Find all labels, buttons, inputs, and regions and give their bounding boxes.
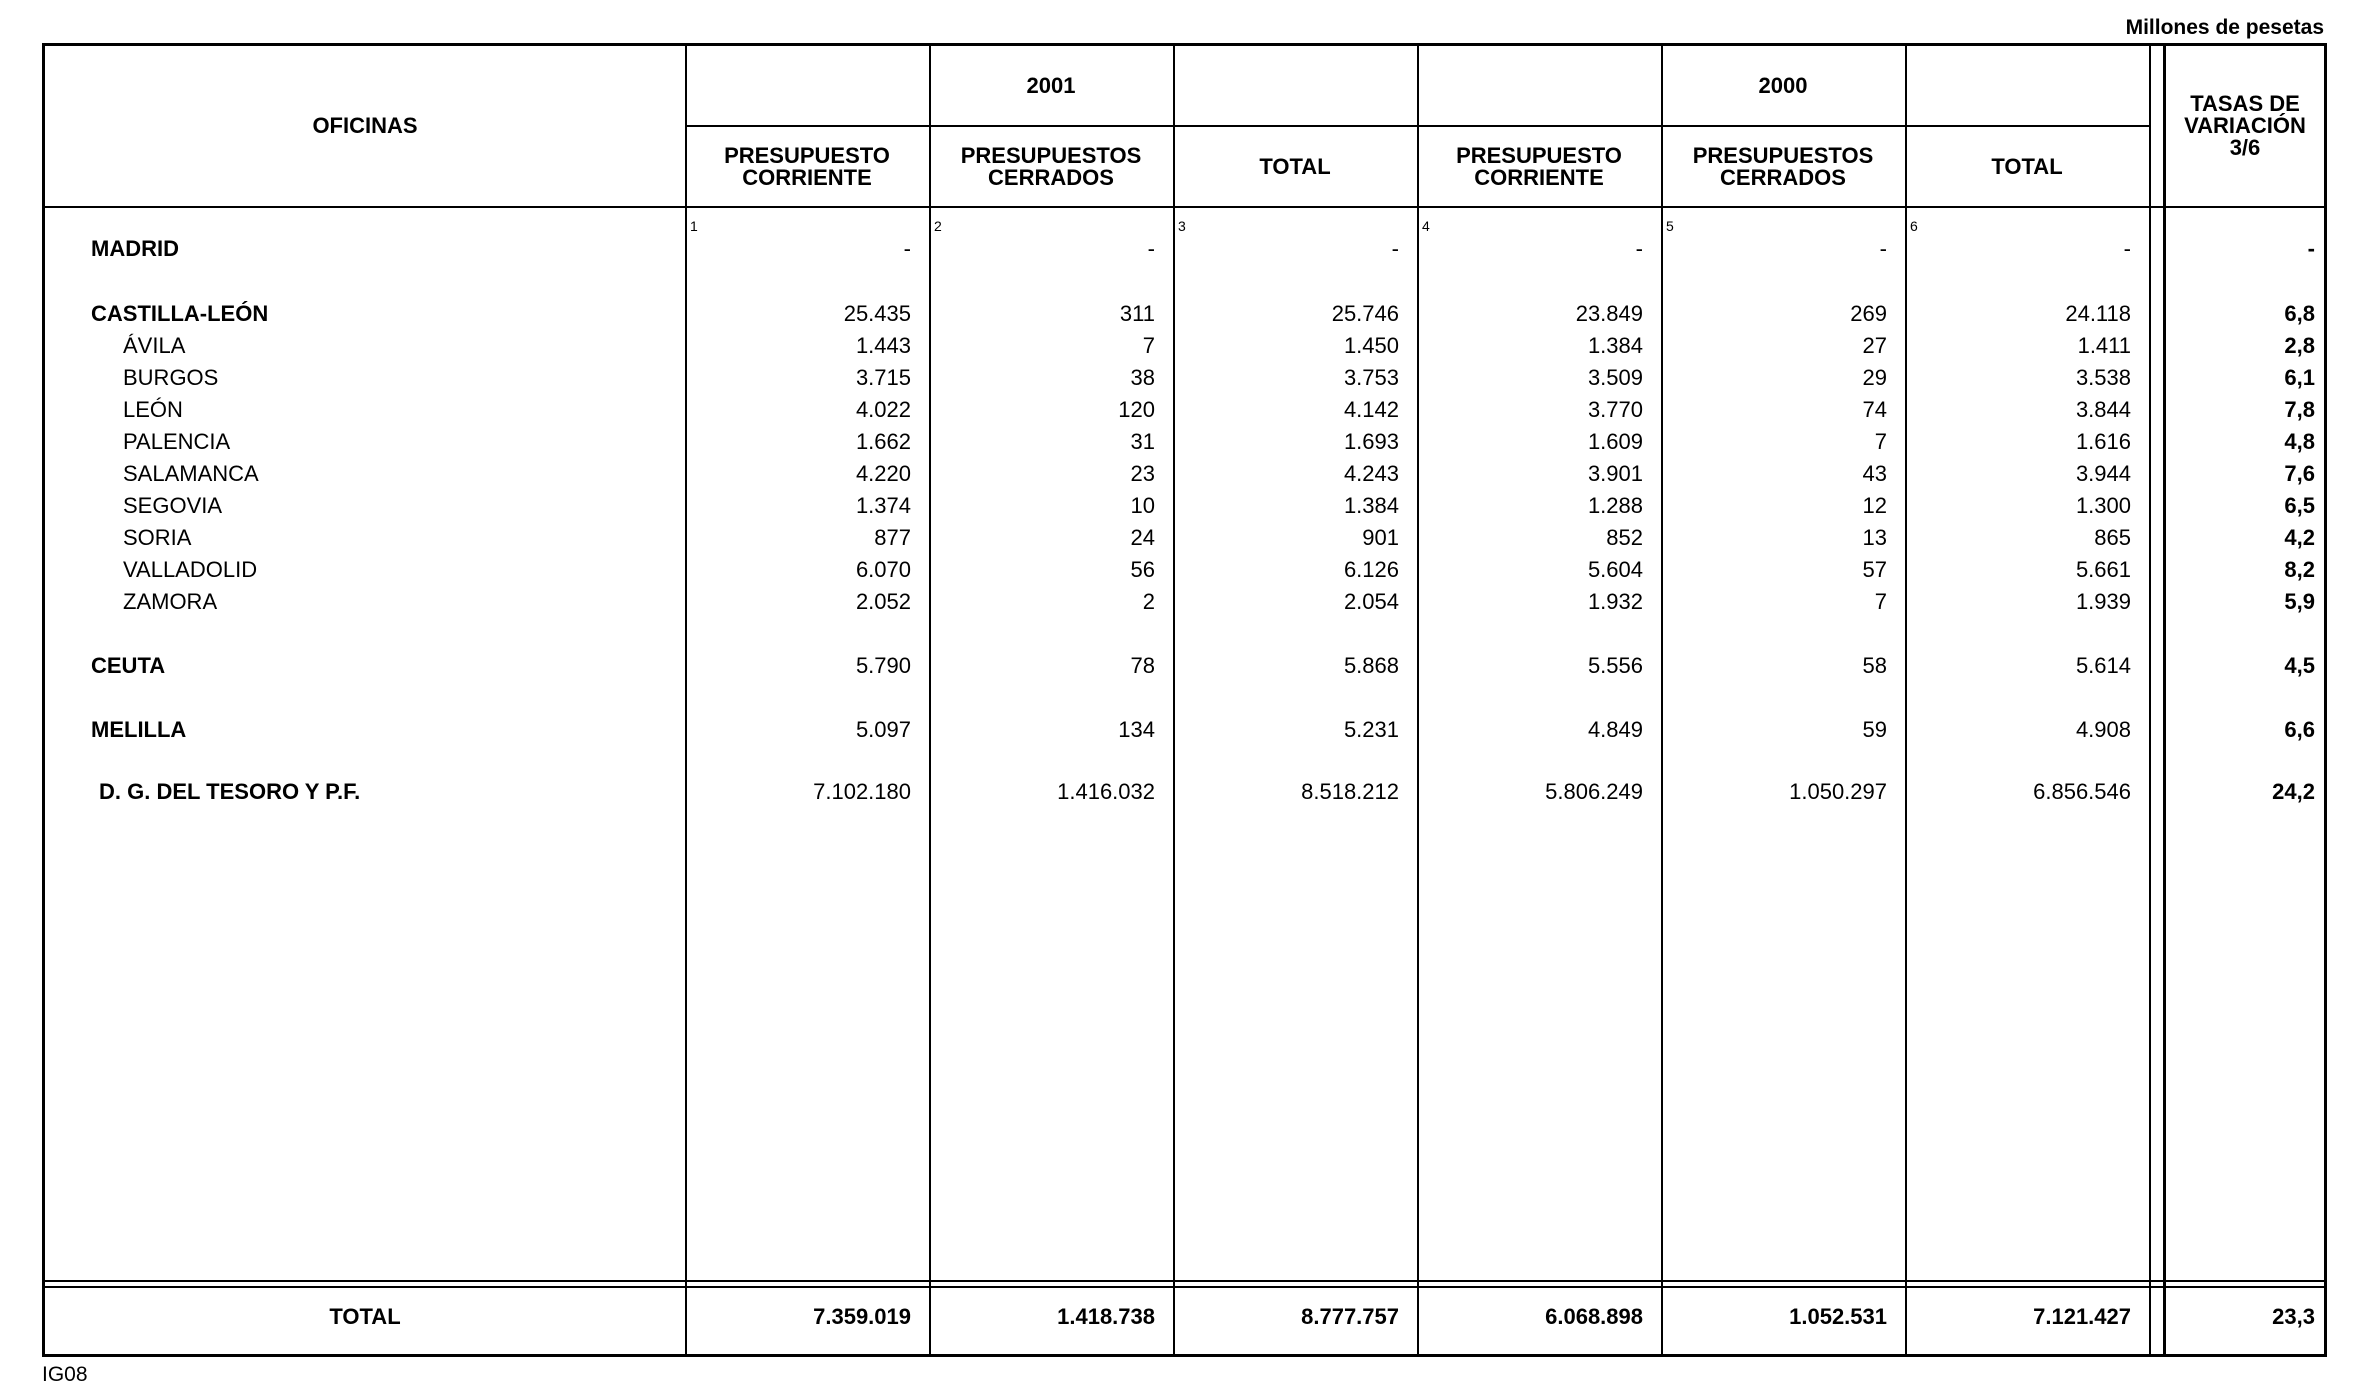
header-col-6: TOTAL — [1991, 153, 2063, 179]
row-label: VALLADOLID — [123, 557, 258, 582]
table-row — [45, 429, 2324, 459]
value-cell: 865 — [2094, 525, 2131, 550]
value-cell: 7 — [1874, 429, 1887, 454]
row-label: SALAMANCA — [123, 461, 259, 486]
value-cell: 1.050.297 — [1789, 779, 1887, 804]
value-cell: 5.556 — [1587, 653, 1643, 678]
value-cell: - — [2123, 236, 2131, 261]
table-row — [45, 236, 2324, 266]
value-cell: 4.243 — [1343, 461, 1399, 486]
row-label: ÁVILA — [123, 333, 186, 358]
value-cell: - — [1879, 236, 1887, 261]
total-cell: 1.418.738 — [1057, 1304, 1155, 1329]
rate-cell: 4,5 — [2284, 653, 2315, 678]
value-cell: 7 — [1874, 589, 1887, 614]
rate-cell: 6,5 — [2284, 493, 2315, 518]
value-cell: 1.374 — [855, 493, 911, 518]
col-number: 2 — [934, 218, 942, 234]
value-cell: 1.411 — [2077, 333, 2131, 358]
value-cell: 3.901 — [1587, 461, 1643, 486]
value-cell: 5.614 — [2075, 653, 2131, 678]
value-cell: 1.616 — [2075, 429, 2131, 454]
rate-cell: 7,8 — [2284, 397, 2315, 422]
rate-cell: 6,6 — [2284, 717, 2315, 742]
table-row — [45, 589, 2324, 619]
rate-cell: 8,2 — [2284, 557, 2315, 582]
header-year-2000: 2000 — [1758, 72, 1808, 98]
table-row — [45, 301, 2324, 331]
value-cell: 134 — [1118, 717, 1155, 742]
value-cell: 4.022 — [855, 397, 911, 422]
col-number: 5 — [1666, 218, 1674, 234]
value-cell: 1.450 — [1343, 333, 1399, 358]
header-bottom-line — [45, 206, 2324, 208]
page-code: IG08 — [42, 1363, 88, 1386]
col-number: 3 — [1178, 218, 1186, 234]
rate-cell: 4,2 — [2284, 525, 2315, 550]
rate-cell: - — [2307, 236, 2315, 261]
total-cell: 8.777.757 — [1301, 1304, 1399, 1329]
value-cell: 56 — [1130, 557, 1155, 582]
value-cell: 5.097 — [855, 717, 911, 742]
value-cell: 3.753 — [1343, 365, 1399, 390]
table-row — [45, 333, 2324, 363]
value-cell: 43 — [1862, 461, 1887, 486]
value-cell: 311 — [1119, 301, 1155, 326]
budget-table — [42, 43, 2327, 1357]
value-cell: 3.944 — [2075, 461, 2131, 486]
header-oficinas: OFICINAS — [312, 113, 418, 138]
value-cell: 1.300 — [2075, 493, 2131, 518]
value-cell: 7 — [1142, 333, 1155, 358]
value-cell: 59 — [1862, 717, 1887, 742]
header-col-2: PRESUPUESTOS CERRADOS — [960, 142, 1142, 190]
rate-cell: 2,8 — [2284, 333, 2315, 358]
value-cell: 1.693 — [1343, 429, 1399, 454]
value-cell: 1.662 — [855, 429, 911, 454]
value-cell: 1.443 — [855, 333, 911, 358]
value-cell: 3.715 — [855, 365, 911, 390]
value-cell: - — [1147, 236, 1155, 261]
table-row — [45, 557, 2324, 587]
value-cell: 3.844 — [2075, 397, 2131, 422]
value-cell: 3.509 — [1587, 365, 1643, 390]
total-cell: 6.068.898 — [1545, 1304, 1643, 1329]
value-cell: 78 — [1130, 653, 1155, 678]
total-top-line-double — [45, 1286, 2324, 1288]
value-cell: 877 — [874, 525, 911, 550]
col-number: 1 — [690, 218, 698, 234]
row-label: SORIA — [123, 525, 192, 550]
value-cell: 29 — [1862, 365, 1887, 390]
row-label: D. G. DEL TESORO Y P.F. — [99, 779, 361, 804]
rate-cell: 5,9 — [2284, 589, 2315, 614]
value-cell: 2.054 — [1343, 589, 1399, 614]
header-tasas: TASAS DE VARIACIÓN 3/6 — [2184, 91, 2306, 160]
value-cell: 74 — [1862, 397, 1887, 422]
value-cell: 38 — [1130, 365, 1155, 390]
value-cell: 4.908 — [2075, 717, 2131, 742]
value-cell: 1.939 — [2075, 589, 2131, 614]
value-cell: 5.790 — [855, 653, 911, 678]
value-cell: 852 — [1606, 525, 1643, 550]
value-cell: 25.435 — [843, 301, 911, 326]
value-cell: 12 — [1862, 493, 1887, 518]
value-cell: 3.538 — [2075, 365, 2131, 390]
value-cell: 1.384 — [1343, 493, 1399, 518]
row-label: SEGOVIA — [123, 493, 223, 518]
rate-cell: 6,1 — [2284, 365, 2315, 390]
row-label: BURGOS — [123, 365, 219, 390]
row-label: CEUTA — [91, 653, 166, 678]
value-cell: 5.604 — [1587, 557, 1643, 582]
row-label: MELILLA — [91, 717, 187, 742]
value-cell: 6.070 — [855, 557, 911, 582]
value-cell: 5.231 — [1343, 717, 1399, 742]
value-cell: 1.609 — [1587, 429, 1643, 454]
value-cell: 13 — [1862, 525, 1887, 550]
value-cell: 3.770 — [1587, 397, 1643, 422]
value-cell: 7.102.180 — [813, 779, 911, 804]
value-cell: 31 — [1130, 429, 1155, 454]
value-cell: 57 — [1862, 557, 1887, 582]
row-label: MADRID — [91, 236, 179, 261]
value-cell: 901 — [1362, 525, 1399, 550]
value-cell: 27 — [1862, 333, 1887, 358]
value-cell: 4.142 — [1343, 397, 1399, 422]
row-label: PALENCIA — [123, 429, 231, 454]
value-cell: 58 — [1862, 653, 1887, 678]
row-label: LEÓN — [123, 397, 183, 422]
value-cell: - — [903, 236, 911, 261]
total-rate-cell: 23,3 — [2272, 1304, 2315, 1329]
value-cell: 120 — [1118, 397, 1155, 422]
value-cell: 5.806.249 — [1545, 779, 1643, 804]
rate-cell: 24,2 — [2272, 779, 2315, 804]
value-cell: 6.126 — [1343, 557, 1399, 582]
row-label: CASTILLA-LEÓN — [91, 301, 269, 326]
col-number: 4 — [1422, 218, 1430, 234]
total-cell: 1.052.531 — [1789, 1304, 1887, 1329]
units-note: Millones de pesetas — [2125, 16, 2324, 39]
header-col-1: PRESUPUESTO CORRIENTE — [724, 142, 890, 190]
table-row — [45, 779, 2324, 809]
value-cell: 23 — [1130, 461, 1155, 486]
value-cell: 1.384 — [1587, 333, 1643, 358]
table-row — [45, 365, 2324, 395]
value-cell: - — [1635, 236, 1643, 261]
value-cell: 1.932 — [1587, 589, 1643, 614]
value-cell: 1.416.032 — [1057, 779, 1155, 804]
total-cell: 7.121.427 — [2033, 1304, 2131, 1329]
total-top-line — [45, 1280, 2324, 1282]
table-row — [45, 493, 2324, 523]
table-row — [45, 717, 2324, 747]
rate-cell: 7,6 — [2284, 461, 2315, 486]
value-cell: 4.220 — [855, 461, 911, 486]
rate-cell: 6,8 — [2284, 301, 2315, 326]
value-cell: 6.856.546 — [2033, 779, 2131, 804]
header-col-4: PRESUPUESTO CORRIENTE — [1456, 142, 1622, 190]
table-row — [45, 461, 2324, 491]
header-col-3: TOTAL — [1259, 153, 1331, 179]
value-cell: 1.288 — [1587, 493, 1643, 518]
col-number: 6 — [1910, 218, 1918, 234]
table-row — [45, 397, 2324, 427]
total-label: TOTAL — [329, 1304, 401, 1329]
value-cell: 2.052 — [855, 589, 911, 614]
total-cell: 7.359.019 — [813, 1304, 911, 1329]
value-cell: 25.746 — [1331, 301, 1399, 326]
value-cell: - — [1391, 236, 1399, 261]
value-cell: 23.849 — [1575, 301, 1643, 326]
header-year-2001: 2001 — [1026, 72, 1076, 98]
value-cell: 5.868 — [1343, 653, 1399, 678]
value-cell: 8.518.212 — [1301, 779, 1399, 804]
rate-cell: 4,8 — [2284, 429, 2315, 454]
value-cell: 2 — [1142, 589, 1155, 614]
row-label: ZAMORA — [123, 589, 218, 614]
value-cell: 4.849 — [1587, 717, 1643, 742]
value-cell: 24 — [1130, 525, 1155, 550]
value-cell: 10 — [1130, 493, 1155, 518]
table-row — [45, 653, 2324, 683]
table-row — [45, 525, 2324, 555]
value-cell: 24.118 — [2065, 301, 2131, 326]
value-cell: 5.661 — [2075, 557, 2131, 582]
value-cell: 269 — [1850, 301, 1887, 326]
header-col-5: PRESUPUESTOS CERRADOS — [1692, 142, 1874, 190]
